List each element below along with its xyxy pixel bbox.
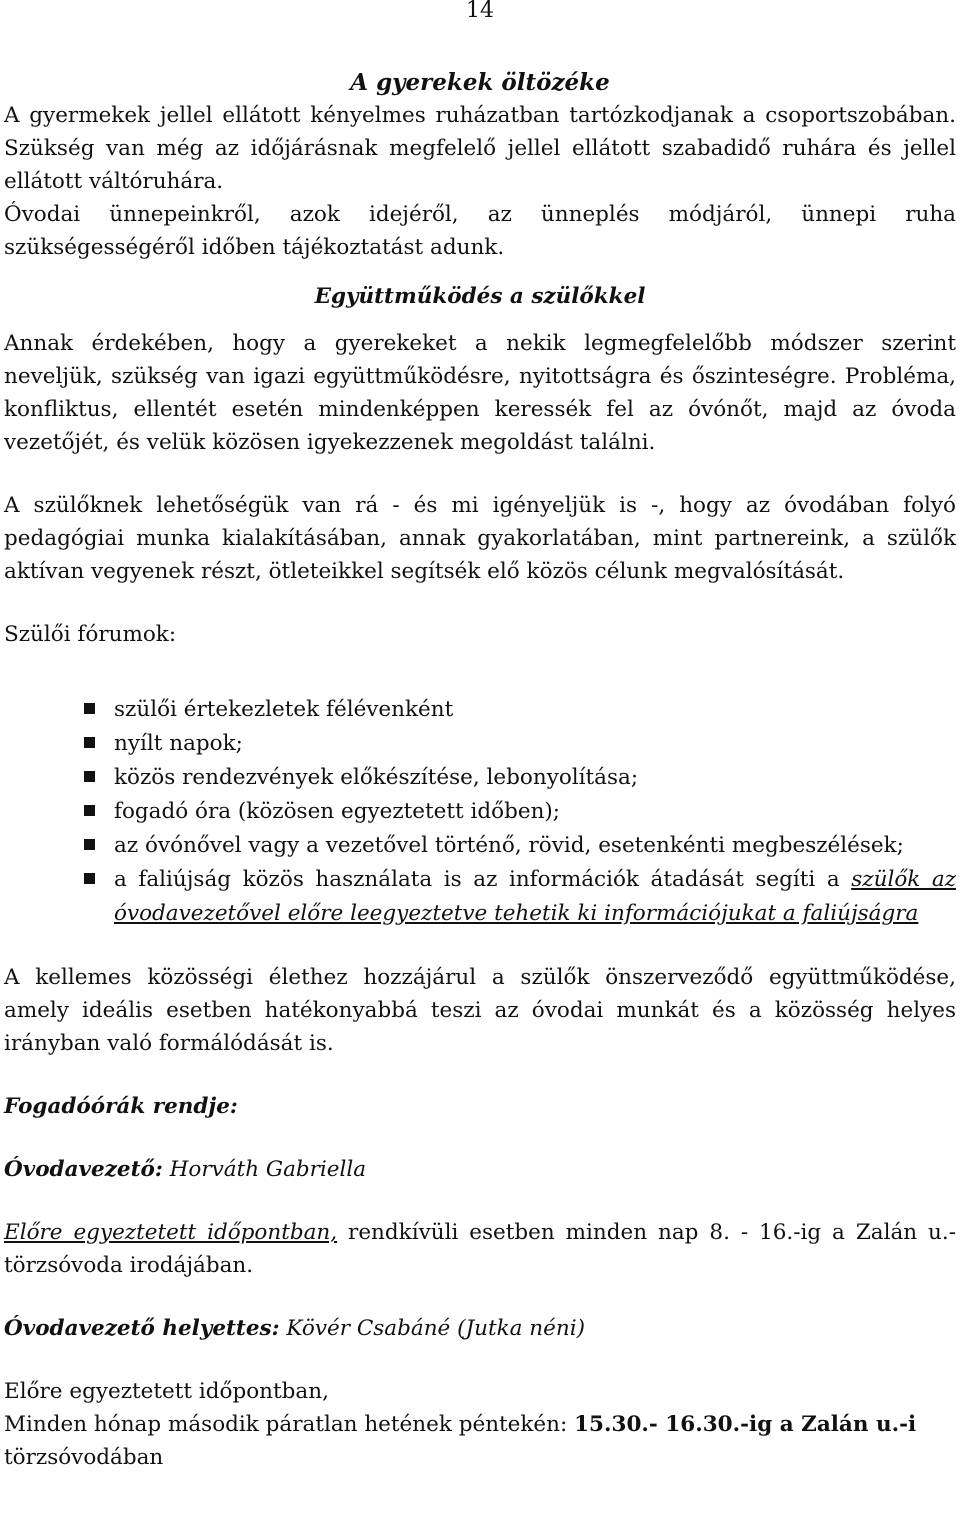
forums-label: Szülői fórumok: <box>4 622 177 647</box>
square-bullet-icon <box>84 737 95 748</box>
square-bullet-icon <box>84 839 95 850</box>
list-item: szülői értekezletek félévenként <box>84 693 956 727</box>
list-item: nyílt napok; <box>84 727 956 761</box>
page-number: 14 <box>466 0 494 23</box>
square-bullet-icon <box>84 805 95 816</box>
deputy-line <box>4 1312 956 1345</box>
deputy-label: Óvodavezető helyettes: <box>4 1316 280 1341</box>
forums-list <box>4 693 956 931</box>
deputy-time-1: Előre egyeztetett időpontban, <box>4 1379 329 1404</box>
head-line <box>4 1153 956 1186</box>
section-title-cooperation: Együttműködés a szülőkkel <box>314 284 646 309</box>
list-item: az óvónővel vagy a vezetővel történő, rövid, esetenkénti megbeszélések; <box>84 829 956 863</box>
deputy-name: Kövér Csabáné (Jutka néni) <box>279 1316 585 1341</box>
square-bullet-icon <box>84 873 95 884</box>
square-bullet-icon <box>84 771 95 782</box>
head-label: Óvodavezető: <box>4 1157 163 1182</box>
head-office-hours: Előre egyeztetett időpontban, rendkívüli esetben minden nap 8. - 16.-ig a Zalán u.-törzsóvoda irodájában. <box>4 1220 956 1278</box>
paragraph-clothing: A gyermekek jellel ellátott kényelmes ruházatban tartózkodjanak a csoportszobában. Szükség van még az időjárásnak megfelelő jellel ellátott szabadidő ruhára és jellel ellátott váltóruhára. <box>4 103 956 194</box>
forum-last-emphasis: szülők az óvodavezetővel előre leegyeztetve tehetik ki információjukat a faliújságra <box>114 867 956 926</box>
section-title-clothing: A gyerekek öltözéke <box>350 69 610 96</box>
paragraph-celebrations: Óvodai ünnepeinkről, azok idejéről, az ünneplés módjáról, ünnepi ruha szükségességéről időben tájékoztatást adunk. <box>4 202 956 260</box>
paragraph-cooperation-1: Annak érdekében, hogy a gyerekeket a nekik legmegfelelőbb módszer szerint neveljük, szükség van igazi együttműködésre, nyitottságra és őszinteségre. Probléma, konfliktus, ellentét esetén mindenképpen keressék fel az óvónőt, majd az óvoda vezetőjét, és velük közösen igyekezzenek megoldást találni. <box>4 331 956 455</box>
list-item: a faliújság közös használata is az információk átadását segíti a szülők az óvodavezetővel előre leegyeztetve tehetik ki információjukat a faliújságra <box>84 863 956 931</box>
deputy-time-bold: 15.30.- 16.30.-ig a Zalán u.-i <box>574 1412 917 1437</box>
head-name: Horváth Gabriella <box>162 1157 367 1182</box>
page-content <box>4 66 956 1474</box>
section-title-office-hours: Fogadóórák rendje: <box>4 1094 238 1119</box>
list-item: közös rendezvények előkészítése, lebonyolítása; <box>84 761 956 795</box>
list-item: fogadó óra (közösen egyeztetett időben); <box>84 795 956 829</box>
paragraph-community: A kellemes közösségi élethez hozzájárul a szülők önszerveződő együttműködése, amely ideális esetben hatékonyabbá teszi az óvodai munkát és a közösség helyes irányban való formálódását is. <box>4 965 956 1056</box>
paragraph-cooperation-2: A szülőknek lehetőségük van rá - és mi igényeljük is -, hogy az óvodában folyó pedagógiai munka kialakításában, annak gyakorlatában, mint partnereink, a szülők aktívan vegyenek részt, ötleteikkel segítsék elő közös célunk megvalósítását. <box>4 493 956 584</box>
deputy-time-3: törzsóvodában <box>4 1445 164 1470</box>
deputy-time-2: Minden hónap második páratlan hetének péntekén: 15.30.- 16.30.-ig a Zalán u.-i <box>4 1412 917 1437</box>
head-time-emphasis: Előre egyeztetett időpontban, <box>4 1220 338 1245</box>
square-bullet-icon <box>84 703 95 714</box>
